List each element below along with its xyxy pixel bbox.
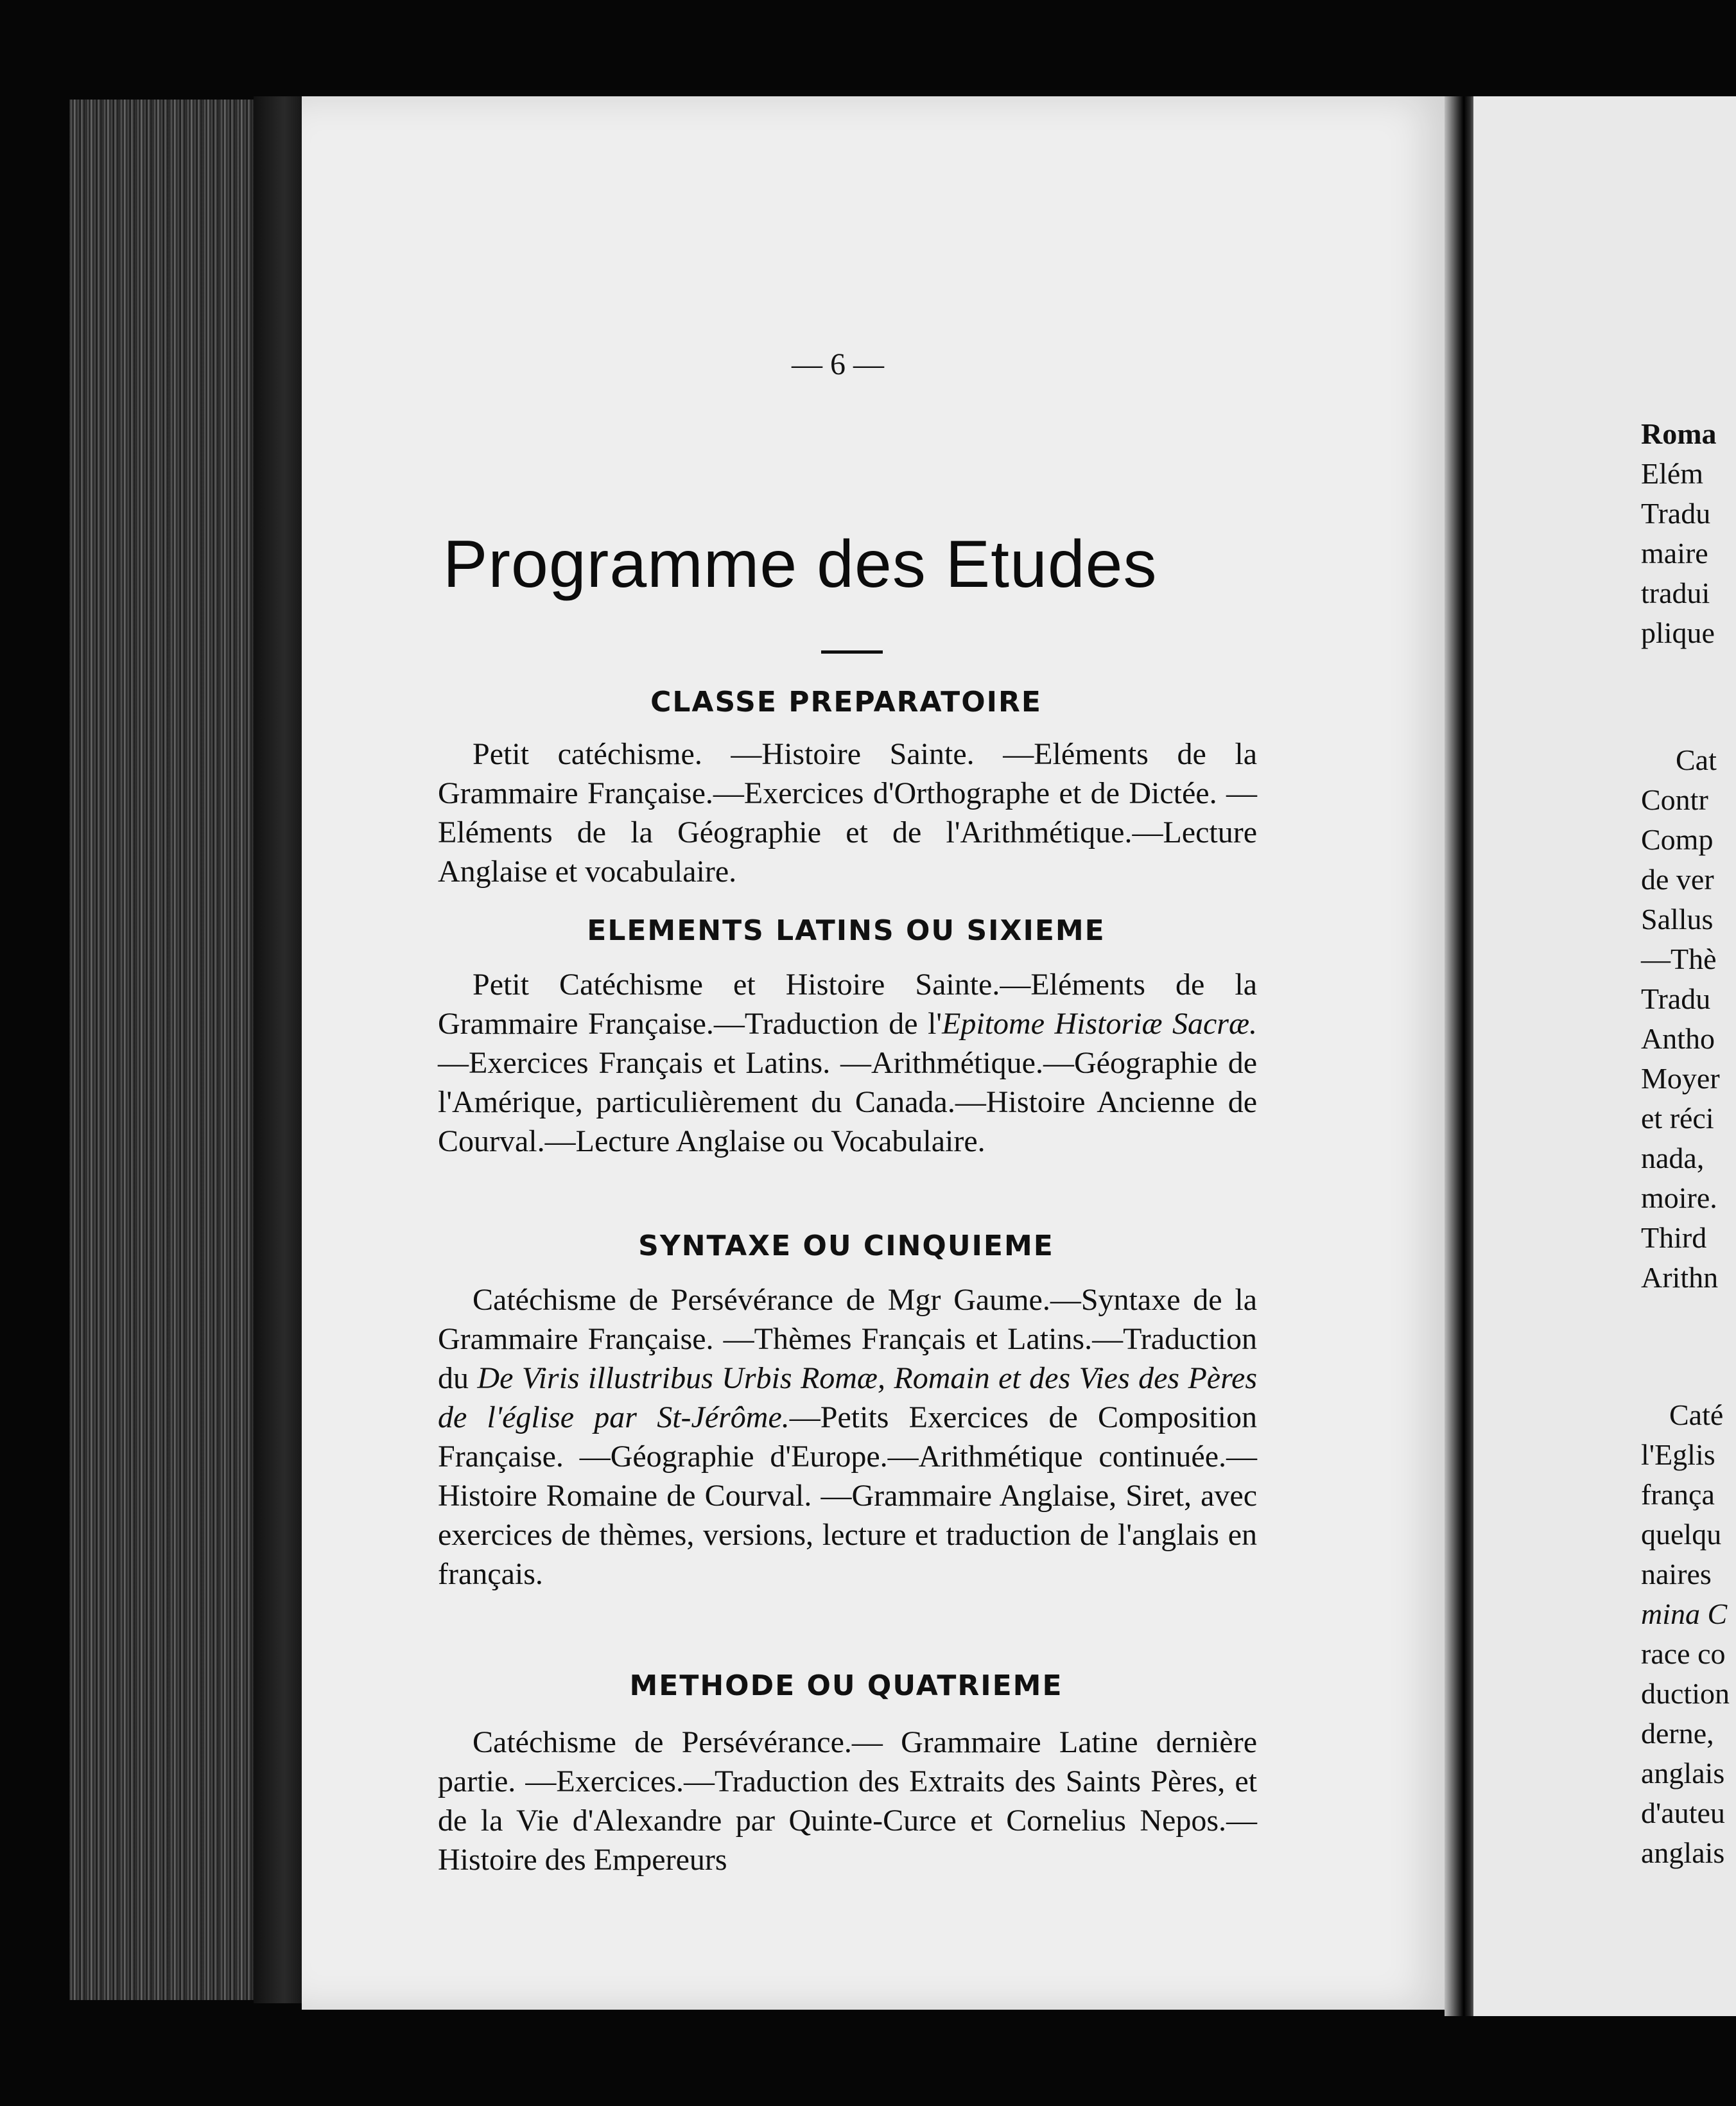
section-heading-quatrieme: METHODE OU QUATRIEME — [629, 1669, 1063, 1702]
right-page-line: Tradu — [1641, 497, 1711, 530]
right-page-line: race co — [1641, 1637, 1726, 1670]
right-page-line: tradui — [1641, 577, 1710, 609]
right-page-line: Elém — [1641, 457, 1704, 490]
page-number: — 6 — — [792, 347, 884, 381]
page-title: Programme des Etudes — [443, 527, 1158, 602]
book-title-italic: De Viris illustribus Urbis Romæ, Romain et des Vies des Pères de l'église par St-Jérôme. — [438, 1361, 1257, 1434]
right-page-line: Arithn — [1641, 1261, 1719, 1294]
body-text: —Exercices Français et Latins. —Arithmétique.—Géographie de l'Amérique, particulièrement du Canada.—Histoire Ancienne de Courval.—Lecture Anglaise ou Vocabulaire. — [438, 1046, 1257, 1158]
right-page-line: Contr — [1641, 783, 1708, 816]
right-page-line: Cat — [1676, 744, 1717, 776]
section-body-sixieme — [438, 965, 1257, 1161]
section-body-preparatoire — [438, 735, 1257, 891]
section-body-cinquieme — [438, 1280, 1257, 1594]
right-page-line: Sallus — [1641, 903, 1714, 936]
right-page-line: nada, — [1641, 1142, 1705, 1174]
right-page-line: duction — [1641, 1677, 1730, 1710]
right-page-line: Moyer — [1641, 1062, 1720, 1095]
body-text: Petit catéchisme. —Histoire Sainte. —Eléments de la Grammaire Française.—Exercices d'Orthographe et de Dictée. —Eléments de la Géographie et de l'Arithmétique.—Lecture Anglaise et vocabulaire. — [438, 737, 1257, 889]
right-page-line: moire. — [1641, 1181, 1717, 1214]
section-heading-cinquieme: SYNTAXE OU CINQUIEME — [638, 1230, 1054, 1262]
right-page-line: frança — [1641, 1478, 1715, 1511]
title-rule — [821, 650, 883, 654]
book-gutter — [1445, 96, 1477, 2016]
right-page-line: maire — [1641, 537, 1708, 570]
right-page-line: mina C — [1641, 1597, 1728, 1630]
right-page-line: Comp — [1641, 823, 1714, 856]
right-page-line: plique — [1641, 616, 1715, 649]
page-edge-shadow — [254, 96, 305, 2003]
right-page-line: de ver — [1641, 863, 1714, 896]
right-page-line: derne, — [1641, 1717, 1714, 1750]
right-page-line: —Thè — [1641, 943, 1717, 975]
right-page-line: et réci — [1641, 1102, 1714, 1135]
right-page-line: Caté — [1669, 1398, 1724, 1431]
body-text: Catéchisme de Persévérance.— Grammaire Latine dernière partie. —Exercices.—Traduction des Extraits des Saints Pères, et de la Vie d'Alexandre par Quinte-Curce et Cornelius Nepos.—Histoire des Empereurs — [438, 1725, 1257, 1877]
right-page-line: Third — [1641, 1221, 1707, 1254]
right-page-line: Antho — [1641, 1022, 1715, 1055]
right-page-line: Roma — [1641, 417, 1717, 450]
right-page-line: Tradu — [1641, 982, 1711, 1015]
section-body-quatrieme — [438, 1723, 1257, 1879]
right-page-line: l'Eglis — [1641, 1438, 1715, 1471]
body-text: —Petits Exercices de Composition Française. —Géographie d'Europe.—Arithmétique continuée.— Histoire Romaine de Courval. —Grammaire Anglaise, Siret, avec exercices de thèmes, versions, lecture et traduction de l'anglais en français. — [438, 1400, 1257, 1591]
body-text: Catéchisme de Persévérance de Mgr Gaume.—Syntaxe de la Grammaire Française. —Thèmes Français et Latins.—Traduction du — [438, 1283, 1257, 1395]
body-text: Petit Catéchisme et Histoire Sainte.—Eléments de la Grammaire Française.—Traduction de l' — [438, 968, 1257, 1041]
right-page-line: naires — [1641, 1558, 1712, 1590]
right-page-line: quelqu — [1641, 1518, 1722, 1551]
section-heading-preparatoire: CLASSE PREPARATOIRE — [650, 686, 1042, 718]
book-title-italic: Epitome Historiæ Sacræ. — [942, 1007, 1258, 1041]
right-page-line: anglais — [1641, 1836, 1725, 1869]
right-page-line: d'auteu — [1641, 1797, 1725, 1829]
section-heading-sixieme: ELEMENTS LATINS OU SIXIEME — [587, 914, 1106, 947]
right-page-line: anglais — [1641, 1757, 1725, 1789]
